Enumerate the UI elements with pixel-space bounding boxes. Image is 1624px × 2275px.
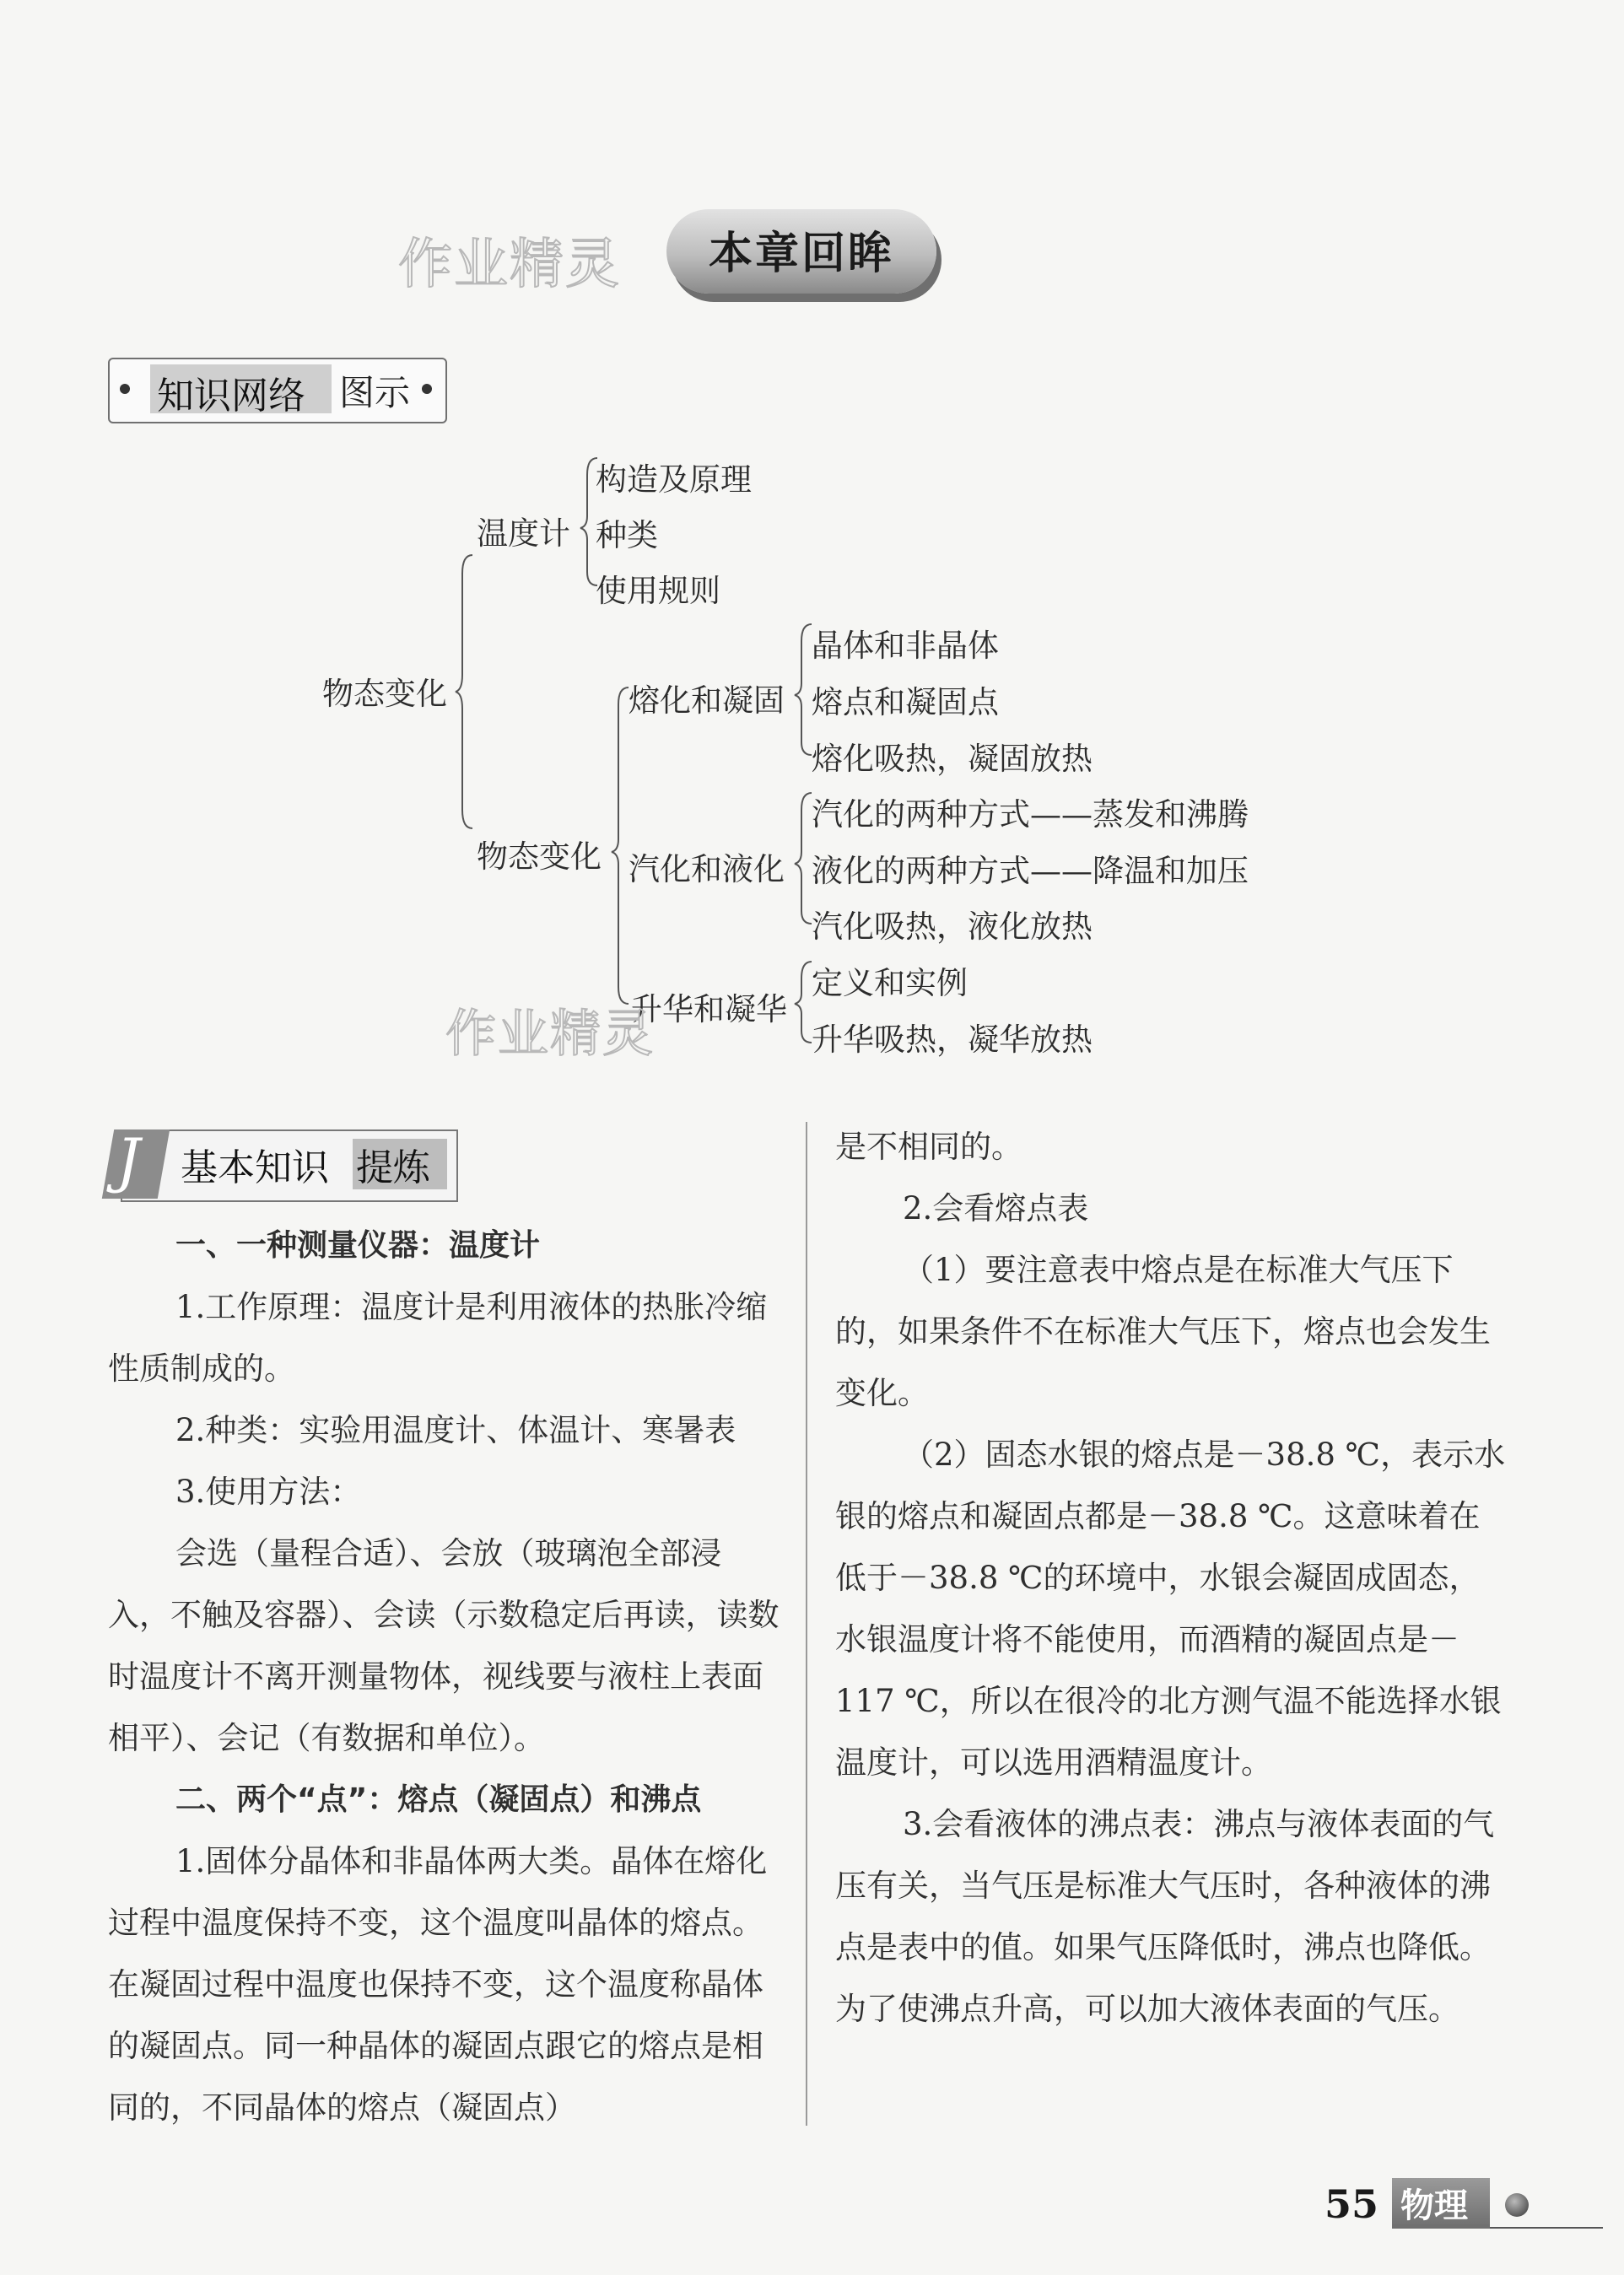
map-sublimation-item: 升华吸热，凝华放热	[812, 1022, 1093, 1058]
map-sublimation-item: 定义和实例	[812, 965, 968, 1001]
page-number: 55	[1325, 2181, 1379, 2227]
map-thermometer-item: 构造及原理	[596, 461, 752, 498]
map-melting-item: 熔化吸热，凝固放热	[812, 741, 1093, 777]
basic-title: 基本知识	[181, 1146, 329, 1189]
column-divider	[806, 1122, 807, 2126]
map-vaporization-item: 汽化的两种方式——蒸发和沸腾	[812, 796, 1249, 833]
network-subtitle: 图示	[339, 372, 411, 413]
paragraph-continued: 是不相同的。	[835, 1129, 1022, 1165]
paragraph: 2.会看熔点表	[903, 1190, 1089, 1226]
left-column	[108, 1215, 783, 2138]
map-root: 物态变化	[322, 676, 447, 712]
footer-rule	[1490, 2227, 1603, 2229]
paragraph: （1）要注意表中熔点是在标准大气压下的，如果条件不在标准大气压下，熔点也会发生变化。	[835, 1252, 1491, 1411]
paragraph: 3.使用方法：	[175, 1474, 362, 1510]
basic-subtitle: 提炼	[356, 1146, 430, 1189]
paragraph: 会选（量程合适）、会放（玻璃泡全部浸入，不触及容器）、会读（示数稳定后再读，读数时温度计不离开测量物体，视线要与液柱上表面相平）、会记（有数据和单位）。	[108, 1535, 780, 1756]
header-watermark: 作业精灵	[398, 234, 621, 296]
subject-tab: 物理	[1400, 2186, 1468, 2225]
paragraph: 3.会看液体的沸点表：沸点与液体表面的气压有关，当气压是标准大气压时，各种液体的沸点是表中的值。如果气压降低时，沸点也降低。为了使沸点升高，可以加大液体表面的气压。	[835, 1806, 1495, 2027]
right-column	[835, 1116, 1510, 2040]
map-sublimation: 升华和凝华	[631, 991, 787, 1027]
paragraph: （2）固态水银的熔点是－38.8 ℃，表示水银的熔点和凝固点都是－38.8 ℃。这意味着在低于－38.8 ℃的环境中，水银会凝固成固态，水银温度计将不能使用，而酒精的凝固点是－117 ℃，所以在很冷的北方测气温不能选择水银温度计，可以选用酒精温度计。	[835, 1437, 1506, 1781]
chapter-title: 本章回眸	[708, 229, 894, 279]
map-melting: 熔化和凝固	[629, 682, 785, 719]
map-vaporization: 汽化和液化	[629, 851, 785, 887]
basic-letter: J	[116, 1126, 141, 1195]
map-thermometer-item: 种类	[596, 517, 658, 553]
network-title: 知识网络	[157, 375, 305, 418]
paragraph: 2.种类：实验用温度计、体温计、寒暑表	[175, 1412, 736, 1448]
map-thermometer: 温度计	[477, 515, 570, 552]
paragraph: 1.工作原理：温度计是利用液体的热胀冷缩性质制成的。	[108, 1289, 768, 1387]
map-watermark: 作业精灵	[445, 1005, 655, 1064]
section-heading: 一、一种测量仪器：温度计	[175, 1228, 541, 1263]
map-melting-item: 晶体和非晶体	[812, 628, 999, 664]
section-heading: 二、两个“点”：熔点（凝固点）和沸点	[175, 1782, 702, 1817]
map-vaporization-item: 液化的两种方式——降温和加压	[812, 853, 1249, 889]
footer-dot-icon	[1505, 2193, 1529, 2217]
map-thermometer-item: 使用规则	[596, 573, 720, 609]
map-melting-item: 熔点和凝固点	[812, 684, 999, 720]
map-phase-change: 物态变化	[477, 838, 602, 875]
map-vaporization-item: 汽化吸热，液化放热	[812, 908, 1093, 945]
paragraph: 1.固体分晶体和非晶体两大类。晶体在熔化过程中温度保持不变，这个温度叫晶体的熔点。在凝固过程中温度也保持不变，这个温度称晶体的凝固点。同一种晶体的凝固点跟它的熔点是相同的，不同晶体的熔点（凝固点）	[108, 1843, 768, 2126]
